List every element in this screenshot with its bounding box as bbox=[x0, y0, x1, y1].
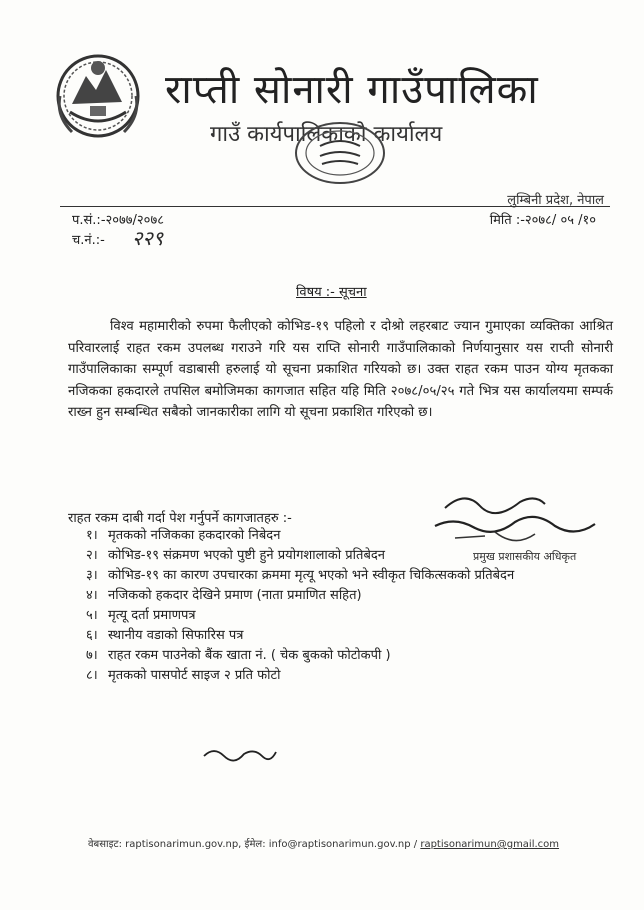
footer-contact bbox=[88, 836, 559, 850]
reference-number: प.सं.:-२०७७/२०७८ bbox=[72, 213, 164, 228]
office-stamp-icon bbox=[290, 118, 390, 188]
list-item: ५। मृत्यू दर्ता प्रमाणपत्र bbox=[86, 608, 196, 623]
notice-body bbox=[68, 316, 613, 424]
website-link[interactable]: raptisonarimun.gov.np, bbox=[125, 839, 242, 850]
signature-stamp bbox=[425, 488, 615, 568]
list-item: २। कोभिड-१९ संक्रमण भएको पुष्टी हुने प्रयोगशालाको प्रतिबेदन bbox=[86, 548, 385, 563]
office-subtitle: गाउँ कार्यपालिकाको कार्यालय bbox=[210, 122, 443, 147]
subject-line: विषय :- सूचना bbox=[296, 285, 367, 300]
list-item: ३। कोभिड-१९ का कारण उपचारका क्रममा मृत्यू भएको भने स्वीकृत चिकित्सकको प्रतिबेदन bbox=[86, 568, 515, 583]
email-label: ईमेल: bbox=[244, 839, 266, 850]
website-label: वेबसाइट: bbox=[88, 839, 122, 850]
nepal-emblem-icon bbox=[52, 46, 144, 146]
footer-separator: / bbox=[413, 839, 418, 850]
dispatch-number: २२९ bbox=[132, 226, 164, 250]
documents-heading: राहत रकम दाबी गर्दा पेश गर्नुपर्ने कागजातहरु :- bbox=[68, 511, 292, 526]
list-item: ७। राहत रकम पाउनेको बैंक खाता नं. ( चेक बुकको फोटोकपी ) bbox=[86, 648, 391, 663]
notice-body-text: विश्व महामारीको रुपमा फैलीएको कोभिड-१९ पहिलो र दोश्रो लहरबाट ज्यान गुमाएका व्यक्तिका आश्रित परिवारलाई राहत रकम उपलब्ध गराउने गरि यस राप्ति सोनारी गाउँपालिकाको निर्णयानुसार यस राप्ती सोनारी गाउँपालिकाका सम्पूर्ण वडाबासी हरुलाई यो सूचना प्रकाशित गरियको छ। उक्त राहत रकम पाउन योग्य मृतकका नजिकका हकदारले तपसिल बमोजिमका कागजात सहित यहि मिति २०७८/०५/२५ गते भित्र यस कार्यालयमा सम्पर्क राख्न हुन सम्बन्धित सबैको जानकारीका लागि यो सूचना प्रकाशित गरिएको छ। bbox=[68, 319, 613, 420]
handwritten-correction bbox=[200, 742, 280, 764]
list-item: ६। स्थानीय वडाको सिफारिस पत्र bbox=[86, 628, 244, 643]
list-item: ८। मृतकको पासपोर्ट साइज २ प्रति फोटो bbox=[86, 668, 281, 683]
gmail-link[interactable]: raptisonarimun@gmail.com bbox=[420, 839, 560, 850]
notice-date: मिति :-२०७८/ ०५ /१० bbox=[489, 213, 596, 228]
email-link[interactable]: info@raptisonarimun.gov.np bbox=[268, 839, 411, 850]
signatory-title: प्रमुख प्रशासकीय अधिकृत bbox=[473, 550, 577, 563]
list-item: ४। नजिकको हकदार देखिने प्रमाण (नाता प्रमाणित सहित) bbox=[86, 588, 362, 603]
dispatch-label: च.नं.:- bbox=[72, 233, 105, 248]
location-text: लुम्बिनी प्रदेश, नेपाल bbox=[507, 193, 604, 208]
office-title: राप्ती सोनारी गाउँपालिका bbox=[165, 67, 539, 113]
list-item: १। मृतकको नजिकका हकदारको निबेदन bbox=[86, 528, 281, 543]
header-divider bbox=[60, 206, 610, 207]
